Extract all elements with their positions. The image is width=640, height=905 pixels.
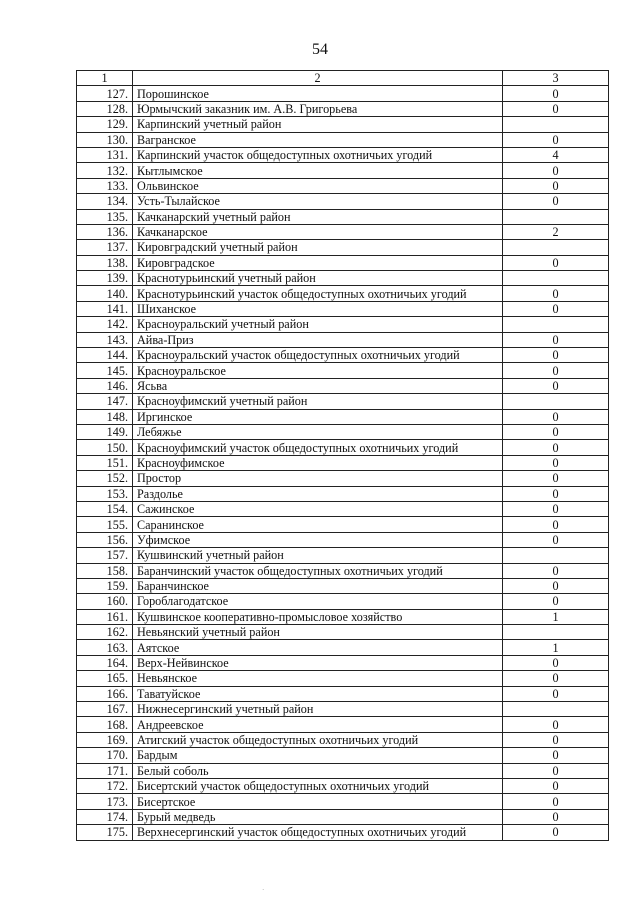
row-number: 169.	[77, 732, 133, 747]
row-value: 0	[503, 440, 609, 455]
row-value: 0	[503, 809, 609, 824]
row-name: Красноуфимский учетный район	[133, 394, 503, 409]
row-value	[503, 394, 609, 409]
row-number: 139.	[77, 271, 133, 286]
row-value: 4	[503, 147, 609, 162]
row-value: 0	[503, 132, 609, 147]
row-number: 158.	[77, 563, 133, 578]
row-value: 0	[503, 655, 609, 670]
row-name: Карпинский учетный район	[133, 117, 503, 132]
row-number: 137.	[77, 240, 133, 255]
table-row	[77, 778, 609, 793]
table-row	[77, 671, 609, 686]
table-row	[77, 332, 609, 347]
row-value: 0	[503, 825, 609, 840]
table-row	[77, 825, 609, 840]
row-number: 171.	[77, 763, 133, 778]
row-value: 1	[503, 609, 609, 624]
row-value: 0	[503, 455, 609, 470]
row-name: Простор	[133, 471, 503, 486]
header-col-1: 1	[77, 71, 133, 86]
row-value: 0	[503, 671, 609, 686]
row-value	[503, 317, 609, 332]
row-number: 153.	[77, 486, 133, 501]
row-number: 136.	[77, 224, 133, 239]
row-number: 130.	[77, 132, 133, 147]
row-number: 142.	[77, 317, 133, 332]
row-value: 0	[503, 86, 609, 101]
row-name: Бурый медведь	[133, 809, 503, 824]
row-value: 0	[503, 763, 609, 778]
table-row	[77, 147, 609, 162]
table-row	[77, 378, 609, 393]
row-name: Качканарское	[133, 224, 503, 239]
row-value: 0	[503, 594, 609, 609]
row-name: Андреевское	[133, 717, 503, 732]
row-value: 0	[503, 348, 609, 363]
row-name: Гороблагодатское	[133, 594, 503, 609]
table-row	[77, 763, 609, 778]
row-number: 163.	[77, 640, 133, 655]
table-row	[77, 794, 609, 809]
row-number: 132.	[77, 163, 133, 178]
row-name: Красноуральский учетный район	[133, 317, 503, 332]
row-value: 0	[503, 378, 609, 393]
row-name: Краснотурьинский учетный район	[133, 271, 503, 286]
table-row	[77, 609, 609, 624]
table-row	[77, 717, 609, 732]
row-value: 0	[503, 363, 609, 378]
row-number: 145.	[77, 363, 133, 378]
table-row	[77, 301, 609, 316]
row-number: 155.	[77, 517, 133, 532]
row-number: 172.	[77, 778, 133, 793]
table-row	[77, 101, 609, 116]
row-number: 164.	[77, 655, 133, 670]
row-value: 0	[503, 517, 609, 532]
row-number: 140.	[77, 286, 133, 301]
table-row	[77, 240, 609, 255]
row-name: Красноуральское	[133, 363, 503, 378]
row-value	[503, 548, 609, 563]
table-row	[77, 424, 609, 439]
row-name: Вагранское	[133, 132, 503, 147]
table-row	[77, 686, 609, 701]
row-number: 148.	[77, 409, 133, 424]
row-name: Кушвинское кооперативно-промысловое хозяйство	[133, 609, 503, 624]
row-number: 133.	[77, 178, 133, 193]
header-row	[77, 71, 609, 86]
row-value	[503, 209, 609, 224]
row-name: Раздолье	[133, 486, 503, 501]
table-row	[77, 348, 609, 363]
table-row	[77, 317, 609, 332]
row-value	[503, 702, 609, 717]
row-number: 168.	[77, 717, 133, 732]
table-row	[77, 563, 609, 578]
header-col-3: 3	[503, 71, 609, 86]
row-number: 160.	[77, 594, 133, 609]
row-number: 146.	[77, 378, 133, 393]
row-number: 167.	[77, 702, 133, 717]
row-number: 134.	[77, 194, 133, 209]
row-name: Красноуральский участок общедоступных охотничьих угодий	[133, 348, 503, 363]
row-value: 0	[503, 424, 609, 439]
table-row	[77, 117, 609, 132]
row-name: Нижнесергинский учетный район	[133, 702, 503, 717]
table-row	[77, 271, 609, 286]
row-value: 0	[503, 486, 609, 501]
scan-mark: ·	[262, 886, 265, 894]
table-row	[77, 702, 609, 717]
table-header	[77, 71, 609, 86]
table-row	[77, 409, 609, 424]
row-number: 165.	[77, 671, 133, 686]
row-value: 0	[503, 286, 609, 301]
row-name: Иргинское	[133, 409, 503, 424]
table-row	[77, 517, 609, 532]
row-number: 141.	[77, 301, 133, 316]
row-name: Красноуфимское	[133, 455, 503, 470]
row-number: 175.	[77, 825, 133, 840]
header-col-2: 2	[133, 71, 503, 86]
table-row	[77, 732, 609, 747]
row-value: 0	[503, 332, 609, 347]
row-number: 166.	[77, 686, 133, 701]
table-row	[77, 255, 609, 270]
row-value: 0	[503, 563, 609, 578]
row-name: Уфимское	[133, 532, 503, 547]
row-name: Ясьва	[133, 378, 503, 393]
table-row	[77, 809, 609, 824]
row-name: Бардым	[133, 748, 503, 763]
row-name: Лебяжье	[133, 424, 503, 439]
row-value: 0	[503, 732, 609, 747]
row-name: Саранинское	[133, 517, 503, 532]
row-number: 128.	[77, 101, 133, 116]
row-name: Порошинское	[133, 86, 503, 101]
table-body	[77, 86, 609, 840]
row-name: Карпинский участок общедоступных охотничьих угодий	[133, 147, 503, 162]
row-name: Кировградское	[133, 255, 503, 270]
row-number: 150.	[77, 440, 133, 455]
row-name: Шиханское	[133, 301, 503, 316]
row-value	[503, 117, 609, 132]
row-value	[503, 625, 609, 640]
row-name: Бисертское	[133, 794, 503, 809]
row-number: 143.	[77, 332, 133, 347]
table-row	[77, 655, 609, 670]
row-value: 0	[503, 686, 609, 701]
row-value: 0	[503, 532, 609, 547]
table-row	[77, 748, 609, 763]
row-name: Невьянский учетный район	[133, 625, 503, 640]
row-name: Баранчинский участок общедоступных охотничьих угодий	[133, 563, 503, 578]
table-row	[77, 501, 609, 516]
row-name: Белый соболь	[133, 763, 503, 778]
row-name: Сажинское	[133, 501, 503, 516]
row-value: 0	[503, 578, 609, 593]
row-number: 138.	[77, 255, 133, 270]
row-value: 0	[503, 778, 609, 793]
row-value: 1	[503, 640, 609, 655]
table-row	[77, 486, 609, 501]
row-number: 129.	[77, 117, 133, 132]
row-name: Усть-Тылайское	[133, 194, 503, 209]
row-number: 161.	[77, 609, 133, 624]
row-name: Качканарский учетный район	[133, 209, 503, 224]
row-value: 0	[503, 471, 609, 486]
table-row	[77, 594, 609, 609]
table-row	[77, 178, 609, 193]
row-value: 0	[503, 163, 609, 178]
row-name: Кировградский учетный район	[133, 240, 503, 255]
row-value: 0	[503, 178, 609, 193]
row-value: 0	[503, 301, 609, 316]
row-value: 0	[503, 194, 609, 209]
row-name: Ольвинское	[133, 178, 503, 193]
row-number: 149.	[77, 424, 133, 439]
row-name: Кытлымское	[133, 163, 503, 178]
row-value: 0	[503, 255, 609, 270]
row-number: 174.	[77, 809, 133, 824]
table-row	[77, 209, 609, 224]
hunting-grounds-table	[76, 70, 609, 841]
table-row	[77, 640, 609, 655]
row-name: Аятское	[133, 640, 503, 655]
row-number: 170.	[77, 748, 133, 763]
table-row	[77, 440, 609, 455]
row-value: 0	[503, 748, 609, 763]
row-number: 154.	[77, 501, 133, 516]
table-row	[77, 548, 609, 563]
row-number: 173.	[77, 794, 133, 809]
row-value: 0	[503, 501, 609, 516]
row-number: 135.	[77, 209, 133, 224]
row-name: Красноуфимский участок общедоступных охотничьих угодий	[133, 440, 503, 455]
row-name: Краснотурьинский участок общедоступных охотничьих угодий	[133, 286, 503, 301]
table-row	[77, 625, 609, 640]
row-name: Атигский участок общедоступных охотничьих угодий	[133, 732, 503, 747]
row-number: 152.	[77, 471, 133, 486]
row-name: Айва-Приз	[133, 332, 503, 347]
table-row	[77, 224, 609, 239]
row-value: 2	[503, 224, 609, 239]
row-name: Верх-Нейвинское	[133, 655, 503, 670]
table-row	[77, 578, 609, 593]
table-row	[77, 194, 609, 209]
table-row	[77, 286, 609, 301]
table-row	[77, 471, 609, 486]
row-name: Кушвинский учетный район	[133, 548, 503, 563]
row-name: Верхнесергинский участок общедоступных охотничьих угодий	[133, 825, 503, 840]
row-value: 0	[503, 409, 609, 424]
row-value: 0	[503, 101, 609, 116]
row-number: 156.	[77, 532, 133, 547]
row-value: 0	[503, 717, 609, 732]
row-number: 151.	[77, 455, 133, 470]
table-row	[77, 163, 609, 178]
row-number: 147.	[77, 394, 133, 409]
row-number: 127.	[77, 86, 133, 101]
row-number: 131.	[77, 147, 133, 162]
row-number: 159.	[77, 578, 133, 593]
table-row	[77, 86, 609, 101]
page-number: 54	[312, 41, 328, 58]
row-name: Бисертский участок общедоступных охотничьих угодий	[133, 778, 503, 793]
table-row	[77, 455, 609, 470]
table-row	[77, 532, 609, 547]
table-row	[77, 132, 609, 147]
row-number: 157.	[77, 548, 133, 563]
row-value	[503, 271, 609, 286]
row-name: Таватуйское	[133, 686, 503, 701]
row-name: Невьянское	[133, 671, 503, 686]
table-row	[77, 394, 609, 409]
row-value: 0	[503, 794, 609, 809]
row-value	[503, 240, 609, 255]
row-number: 162.	[77, 625, 133, 640]
table-row	[77, 363, 609, 378]
row-name: Баранчинское	[133, 578, 503, 593]
row-name: Юрмычский заказник им. А.В. Григорьева	[133, 101, 503, 116]
row-number: 144.	[77, 348, 133, 363]
